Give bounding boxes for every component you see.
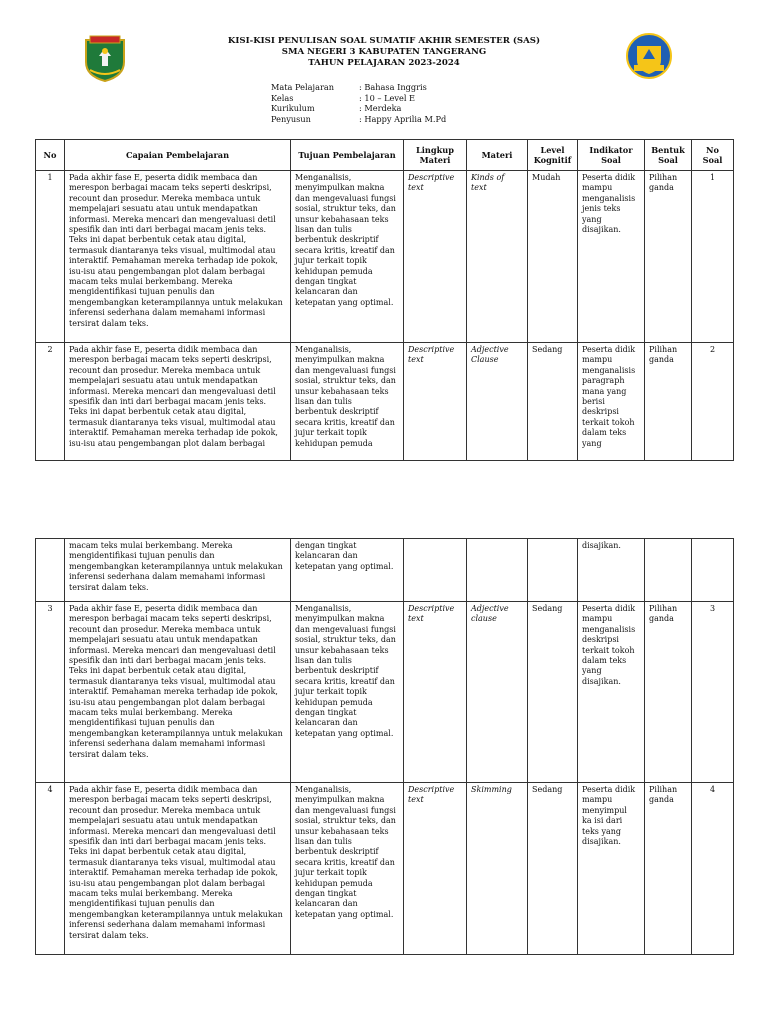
column-header: Indikator Soal	[578, 140, 645, 171]
cell-no-soal	[692, 539, 734, 602]
kisi-kisi-table-page2	[35, 538, 734, 955]
column-header: Lingkup Materi	[404, 140, 467, 171]
cell-level-kognitif	[528, 539, 578, 602]
meta-label: Kurikulum	[271, 103, 315, 114]
cell-materi	[467, 539, 528, 602]
cell-materi: Adjective Clause	[467, 343, 528, 461]
cell-tujuan: Menganalisis, menyimpulkan makna dan mengevaluasi fungsi sosial, struktur teks, dan unsur kebahasaan teks lisan dan tulis berbentuk deskriptif secara kritis, kreatif dan jujur terkait topik kehidupan pemuda dengan tingkat kelancaran dan ketepatan yang optimal.	[291, 783, 404, 955]
cell-indikator: Peserta didik mampu menganalisis deskripsi terkait tokoh dalam teks yang disajikan.	[578, 602, 645, 783]
meta-label: Penyusun	[271, 113, 311, 124]
meta-row	[271, 103, 446, 114]
cell-tujuan: dengan tingkat kelancaran dan ketepatan yang optimal.	[291, 539, 404, 602]
meta-row	[271, 114, 446, 125]
cell-bentuk-soal: Pilihan ganda	[645, 783, 692, 955]
column-header: Tujuan Pembelajaran	[291, 140, 404, 171]
cell-no: 4	[36, 783, 65, 955]
cell-indikator: Peserta didik mampu menyimpul ka isi dari teks yang disajikan.	[578, 783, 645, 955]
table-row	[36, 602, 734, 783]
table-row	[36, 539, 734, 602]
cell-no-soal: 2	[692, 343, 734, 461]
meta-value: : Merdeka	[359, 103, 402, 114]
cell-capaian: Pada akhir fase E, peserta didik membaca dan merespon berbagai macam teks seperti deskripsi, recount dan prosedur. Mereka membaca untuk mempelajari sesuatu atau untuk mendapatkan informasi. Mereka mencari dan mengevaluasi detil spesifik dan inti dari berbagai macam jenis teks. Teks ini dapat berbentuk cetak atau digital, termasuk diantaranya teks visual, multimodal atau interaktif. Pemahaman mereka terhadap ide pokok, isu-isu atau pengembangan plot dalam berbagai macam teks mulai berkembang. Mereka mengidentifikasi tujuan penulis dan mengembangkan keterampilannya untuk melakukan inferensi sederhana dalam memahami informasi tersirat dalam teks.	[65, 602, 291, 783]
cell-lingkup-materi: Descriptive text	[404, 343, 467, 461]
column-header: No Soal	[692, 140, 734, 171]
cell-materi: Kinds of text	[467, 171, 528, 343]
cell-materi: Adjective clause	[467, 602, 528, 783]
academic-year: TAHUN PELAJARAN 2023-2024	[308, 58, 460, 68]
cell-indikator: Peserta didik mampu menganalisis paragraph mana yang berisi deskripsi terkait tokoh dalam teks yang	[578, 343, 645, 461]
cell-materi: Skimming	[467, 783, 528, 955]
cell-no: 1	[36, 171, 65, 343]
cell-level-kognitif: Sedang	[528, 343, 578, 461]
cell-lingkup-materi: Descriptive text	[404, 783, 467, 955]
table-row	[36, 171, 734, 343]
cell-level-kognitif: Sedang	[528, 602, 578, 783]
cell-tujuan: Menganalisis, menyimpulkan makna dan mengevaluasi fungsi sosial, struktur teks, dan unsur kebahasaan teks lisan dan tulis berbentuk deskriptif secara kritis, kreatif dan jujur terkait topik kehidupan pemuda	[291, 343, 404, 461]
cell-lingkup-materi: Descriptive text	[404, 602, 467, 783]
cell-no-soal: 3	[692, 602, 734, 783]
column-header: Capaian Pembelajaran	[65, 140, 291, 171]
meta-row	[271, 82, 446, 93]
meta-label: Kelas	[271, 92, 294, 103]
column-header: Materi	[467, 140, 528, 171]
meta-value: : 10 – Level E	[359, 92, 416, 103]
table-header-row	[36, 140, 734, 171]
cell-lingkup-materi: Descriptive text	[404, 171, 467, 343]
cell-lingkup-materi	[404, 539, 467, 602]
column-header: No	[36, 140, 65, 171]
document-meta	[271, 82, 446, 124]
meta-label: Mata Pelajaran	[271, 82, 335, 92]
meta-row	[271, 93, 446, 104]
cell-capaian: Pada akhir fase E, peserta didik membaca dan merespon berbagai macam teks seperti deskripsi, recount dan prosedur. Mereka membaca untuk mempelajari sesuatu atau untuk mendapatkan informasi. Mereka mencari dan mengevaluasi detil spesifik dan inti dari berbagai macam jenis teks. Teks ini dapat berbentuk cetak atau digital, termasuk diantaranya teks visual, multimodal atau interaktif. Pemahaman mereka terhadap ide pokok, isu-isu atau pengembangan plot dalam berbagai macam teks mulai berkembang. Mereka mengidentifikasi tujuan penulis dan mengembangkan keterampilannya untuk melakukan inferensi sederhana dalam memahami informasi tersirat dalam teks.	[65, 783, 291, 955]
table-row	[36, 783, 734, 955]
cell-bentuk-soal: Pilihan ganda	[645, 602, 692, 783]
meta-value: : Happy Aprilia M.Pd	[359, 113, 447, 124]
cell-tujuan: Menganalisis, menyimpulkan makna dan mengevaluasi fungsi sosial, struktur teks, dan unsur kebahasaan teks lisan dan tulis berbentuk deskriptif secara kritis, kreatif dan jujur terkait topik kehidupan pemuda dengan tingkat kelancaran dan ketepatan yang optimal.	[291, 171, 404, 343]
cell-bentuk-soal: Pilihan ganda	[645, 343, 692, 461]
cell-capaian: Pada akhir fase E, peserta didik membaca dan merespon berbagai macam teks seperti deskripsi, recount dan prosedur. Mereka membaca untuk mempelajari sesuatu atau untuk mendapatkan informasi. Mereka mencari dan mengevaluasi detil spesifik dan inti dari berbagai macam jenis teks. Teks ini dapat berbentuk cetak atau digital, termasuk diantaranya teks visual, multimodal atau interaktif. Pemahaman mereka terhadap ide pokok, isu-isu atau pengembangan plot dalam berbagai macam teks mulai berkembang. Mereka mengidentifikasi tujuan penulis dan mengembangkan keterampilannya untuk melakukan inferensi sederhana dalam memahami informasi tersirat dalam teks.	[65, 171, 291, 343]
cell-no: 2	[36, 343, 65, 461]
cell-capaian: macam teks mulai berkembang. Mereka mengidentifikasi tujuan penulis dan mengembangkan keterampilannya untuk melakukan inferensi sederhana dalam memahami informasi tersirat dalam teks.	[65, 539, 291, 602]
cell-bentuk-soal	[645, 539, 692, 602]
document-title: KISI-KISI PENULISAN SOAL SUMATIF AKHIR SEMESTER (SAS)	[227, 36, 541, 46]
cell-no-soal: 4	[692, 783, 734, 955]
cell-no-soal: 1	[692, 171, 734, 343]
column-header: Level Kognitif	[528, 140, 578, 171]
cell-level-kognitif: Mudah	[528, 171, 578, 343]
cell-tujuan: Menganalisis, menyimpulkan makna dan mengevaluasi fungsi sosial, struktur teks, dan unsur kebahasaan teks lisan dan tulis berbentuk deskriptif secara kritis, kreatif dan jujur terkait topik kehidupan pemuda dengan tingkat kelancaran dan ketepatan yang optimal.	[291, 602, 404, 783]
cell-indikator: disajikan.	[578, 539, 645, 602]
cell-no	[36, 539, 65, 602]
cell-bentuk-soal: Pilihan ganda	[645, 171, 692, 343]
cell-no: 3	[36, 602, 65, 783]
school-name: SMA NEGERI 3 KABUPATEN TANGERANG	[281, 47, 487, 57]
kisi-kisi-table-page1	[35, 139, 734, 461]
cell-level-kognitif: Sedang	[528, 783, 578, 955]
cell-capaian: Pada akhir fase E, peserta didik membaca dan merespon berbagai macam teks seperti deskripsi, recount dan prosedur. Mereka membaca untuk mempelajari sesuatu atau untuk mendapatkan informasi. Mereka mencari dan mengevaluasi detil spesifik dan inti dari berbagai macam jenis teks. Teks ini dapat berbentuk cetak atau digital, termasuk diantaranya teks visual, multimodal atau interaktif. Pemahaman mereka terhadap ide pokok, isu-isu atau pengembangan plot dalam berbagai	[65, 343, 291, 461]
table-row	[36, 343, 734, 461]
cell-indikator: Peserta didik mampu menganalisis jenis teks yang disajikan.	[578, 171, 645, 343]
meta-value: : Bahasa Inggris	[359, 82, 427, 92]
column-header: Bentuk Soal	[645, 140, 692, 171]
